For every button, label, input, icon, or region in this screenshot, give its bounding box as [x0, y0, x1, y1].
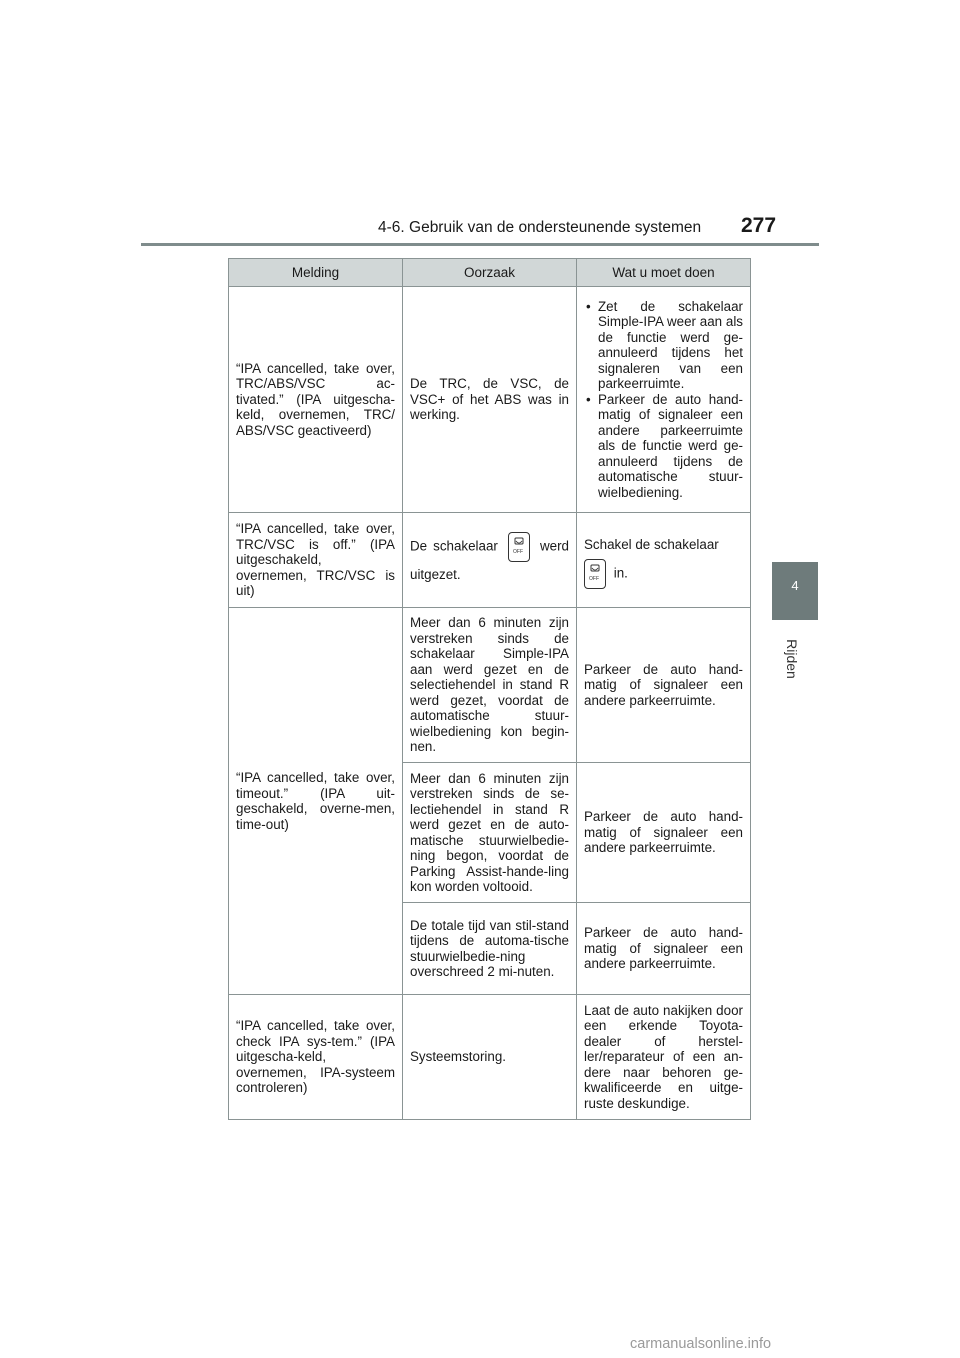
- actie-cell: Laat de auto nakijken door een erkende Toyota-dealer of herstel-ler/reparateur of een an-dere naar behoren ge-kwalificeerde en uitge-ruste deskundige.: [577, 995, 751, 1120]
- footer-watermark[interactable]: carmanualsonline.info: [630, 1336, 772, 1352]
- vsc-off-switch-icon: [584, 559, 606, 589]
- actie-cell: Parkeer de auto hand-matig of signaleer een andere parkeerruimte.: [577, 608, 751, 763]
- header-rule: [141, 243, 819, 246]
- melding-cell: “IPA cancelled, take over, TRC/ABS/VSC ac-tivated.” (IPA uitgescha-keld, overnemen, TRC/ ABS/VSC geactiveerd): [229, 287, 403, 513]
- chapter-label: Rijden: [784, 639, 800, 679]
- melding-cell: “IPA cancelled, take over, timeout.” (IPA uit-geschakeld, overne-men, time-out): [229, 608, 403, 995]
- melding-cell: “IPA cancelled, take over, TRC/VSC is off.” (IPA uitgeschakeld, overnemen, TRC/VSC is uit): [229, 513, 403, 608]
- oorzaak-cell: [403, 513, 577, 608]
- svg-text:OFF: OFF: [589, 576, 599, 582]
- melding-cell: “IPA cancelled, take over, check IPA sys-tem.” (IPA uitgescha-keld, overnemen, IPA-systeem controleren): [229, 995, 403, 1120]
- oorzaak-cell: Meer dan 6 minuten zijn verstreken sinds de se-lectiehendel in stand R werd gezet en de auto-matische stuurwielbedie-ning begon, voordat de Parking Assist-hande-ling kon worden voltooid.: [403, 763, 577, 903]
- oorzaak-cell: De totale tijd van stil-stand tijdens de automa-tische stuurwielbedie-ning overschreed 2 mi-nuten.: [403, 903, 577, 995]
- actie-cell: [577, 287, 751, 513]
- oorzaak-text-after: werd uitgezet.: [410, 538, 569, 582]
- header-section-title: 4-6. Gebruik van de ondersteunende systemen: [378, 219, 702, 236]
- chapter-tab[interactable]: [772, 562, 818, 620]
- list-item: • Zet de schakelaar Simple-IPA weer aan als de functie werd ge-annuleerd tijdens het signaleren van een parkeerruimte.: [584, 299, 743, 392]
- page-number: 277: [741, 214, 777, 237]
- table-row: [229, 513, 751, 608]
- table-row: [229, 608, 751, 763]
- actie-cell: Parkeer de auto hand-matig of signaleer een andere parkeerruimte.: [577, 903, 751, 995]
- oorzaak-cell: De TRC, de VSC, de VSC+ of het ABS was in werking.: [403, 287, 577, 513]
- table-row: [229, 287, 751, 513]
- list-item: • Parkeer de auto hand-matig of signaleer een andere parkeerruimte als de functie werd ge-annuleerd tijdens de automatische stuur-wielbediening.: [584, 392, 743, 501]
- chapter-tab-number: 4: [791, 578, 799, 593]
- message-table: [228, 258, 751, 1120]
- oorzaak-cell: Systeemstoring.: [403, 995, 577, 1120]
- column-header-melding: Melding: [229, 259, 403, 287]
- oorzaak-cell: Meer dan 6 minuten zijn verstreken sinds de schakelaar Simple-IPA aan werd gezet en de selectiehendel in stand R werd gezet, voordat de automatische stuur-wielbediening kon begin-nen.: [403, 608, 577, 763]
- actie-text-after: in.: [613, 565, 628, 581]
- table-header-row: [229, 259, 751, 287]
- oorzaak-text-before: De schakelaar: [410, 538, 498, 554]
- actie-cell: [577, 513, 751, 608]
- actie-cell: Parkeer de auto hand-matig of signaleer een andere parkeerruimte.: [577, 763, 751, 903]
- column-header-oorzaak: Oorzaak: [403, 259, 577, 287]
- vsc-off-switch-icon: [508, 532, 530, 562]
- table-row: [229, 995, 751, 1120]
- actie-text-before: Schakel de schakelaar: [584, 537, 719, 552]
- action-list: [584, 299, 743, 501]
- svg-text:OFF: OFF: [512, 549, 523, 555]
- column-header-actie: Wat u moet doen: [577, 259, 751, 287]
